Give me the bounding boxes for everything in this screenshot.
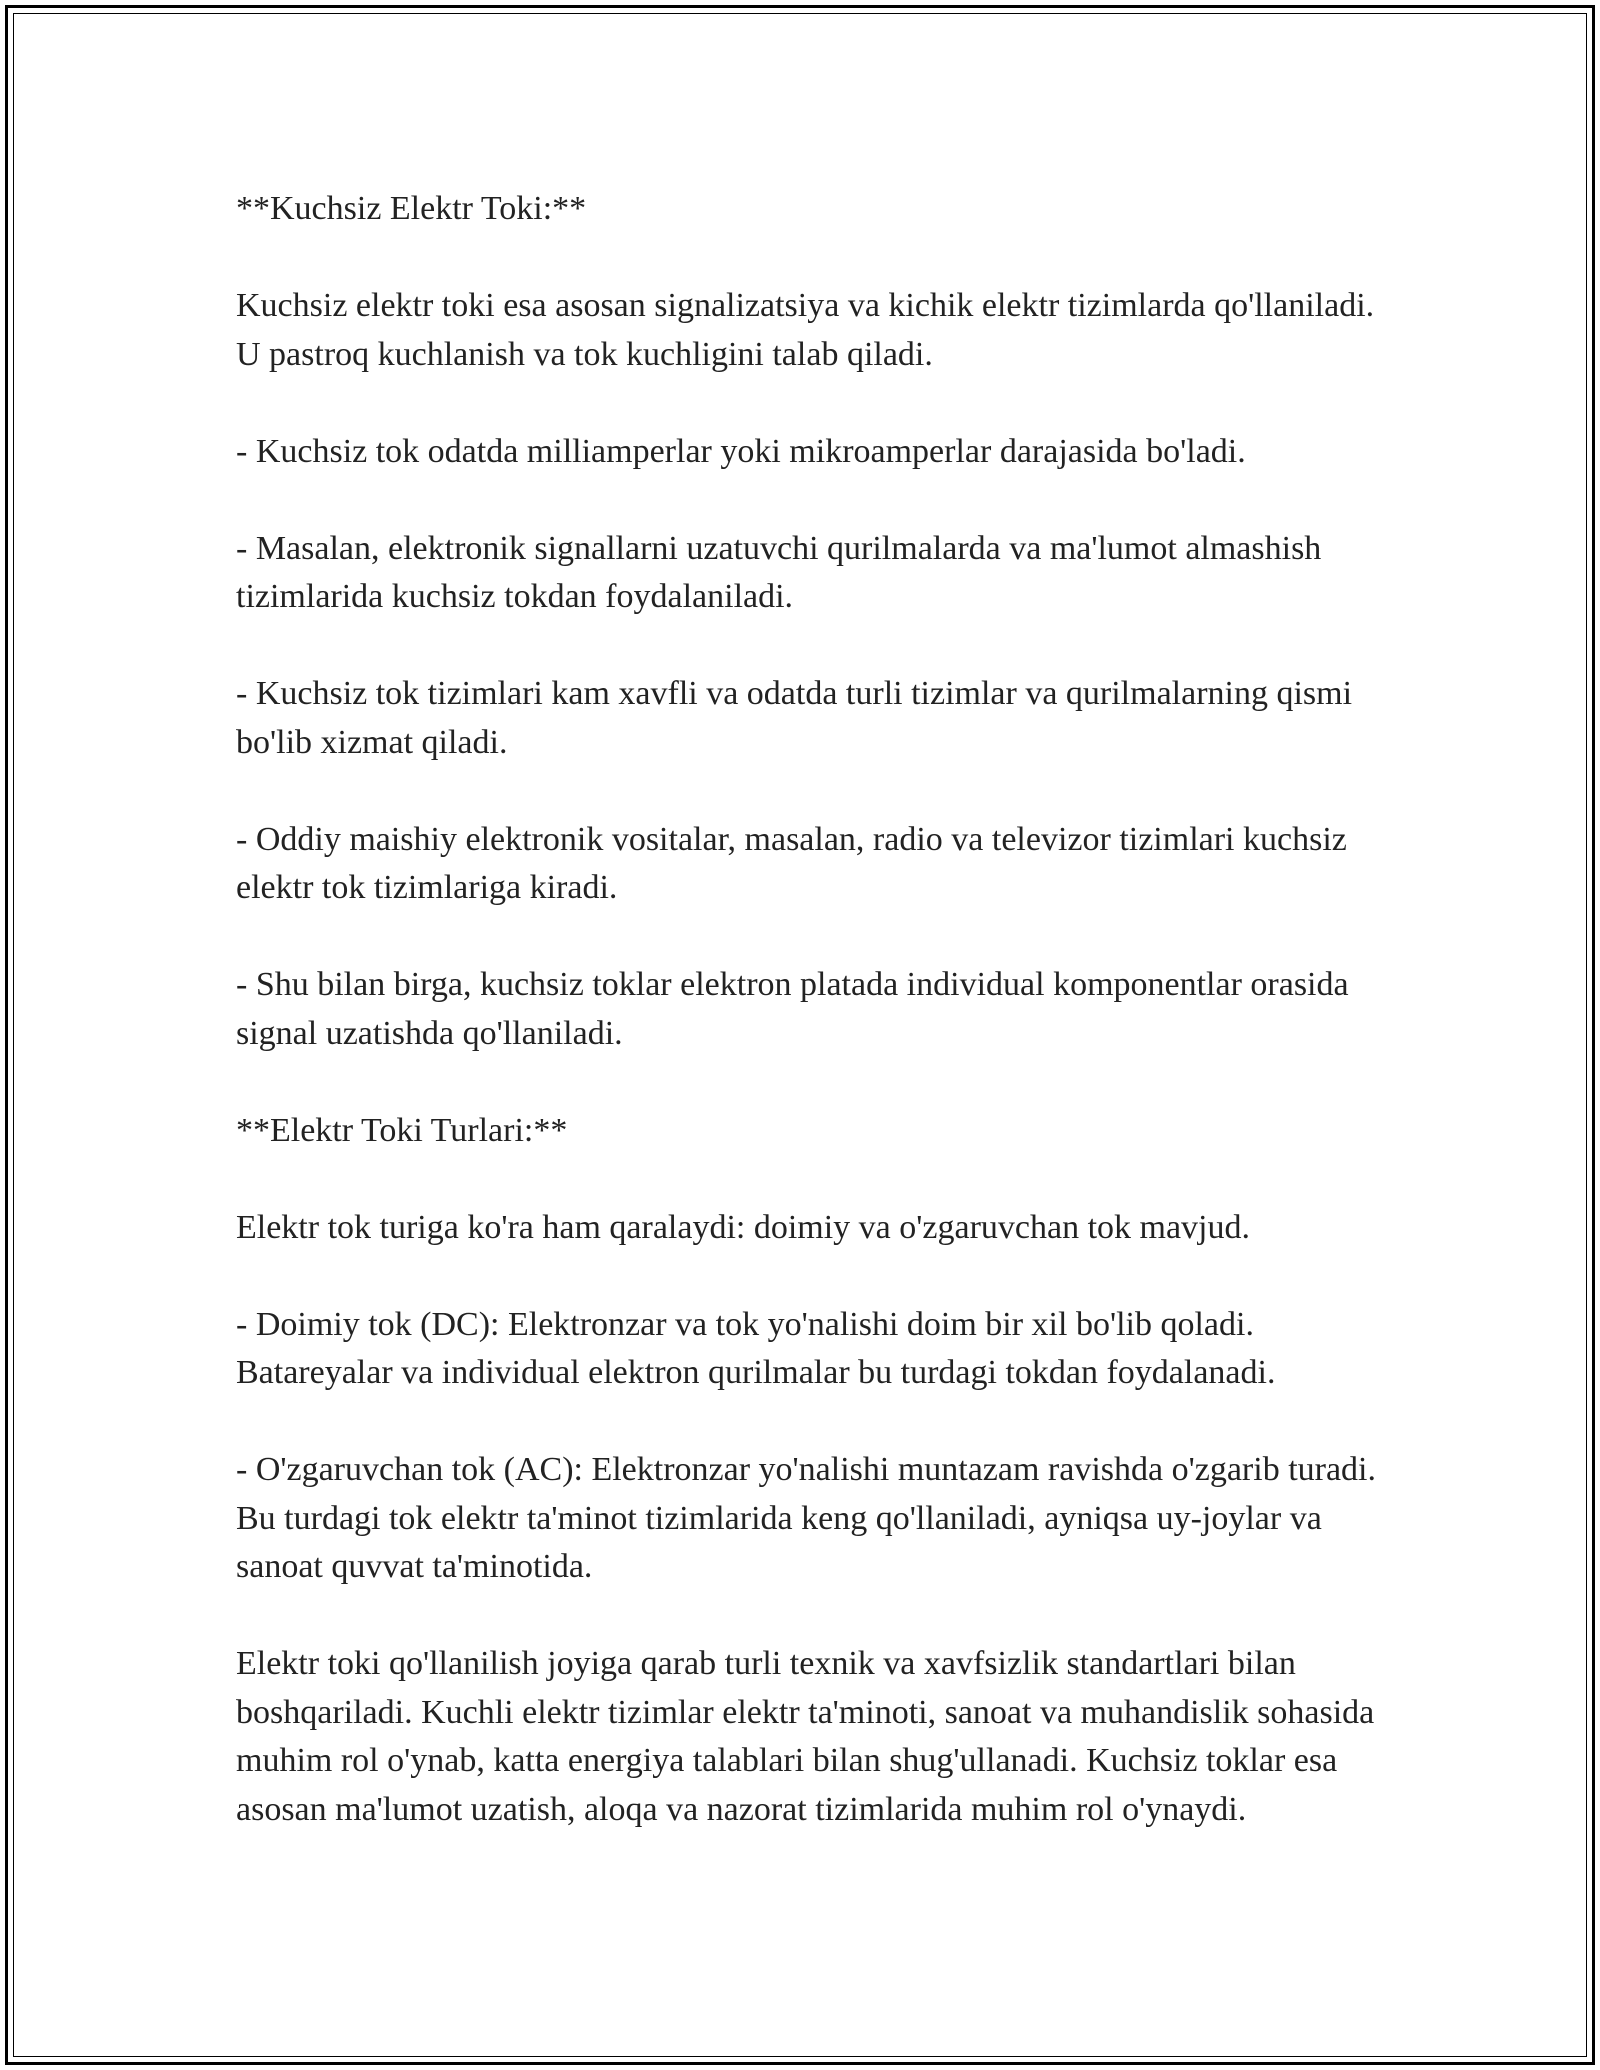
bullet-weak-current-circuit-boards: - Shu bilan birga, kuchsiz toklar elektron platada individual komponentlar orasida signal uzatishda qo'llaniladi. [236,966,1349,1052]
bullet-weak-current-signal-devices: - Masalan, elektronik signallarni uzatuvchi qurilmalarda va ma'lumot almashish tizimlarida kuchsiz tokdan foydalaniladi. [236,529,1322,615]
paragraph-weak-current-intro: Kuchsiz elektr toki esa asosan signalizatsiya va kichik elektr tizimlarda qo'llaniladi. U pastroq kuchlanish va tok kuchligini talab qiladi. [236,287,1375,373]
section-heading-current-types: **Elektr Toki Turlari:** [236,1111,568,1149]
bullet-weak-current-low-risk: - Kuchsiz tok tizimlari kam xavfli va odatda turli tizimlar va qurilmalarning qismi bo'lib xizmat qiladi. [236,675,1353,761]
bullet-weak-current-magnitude: - Kuchsiz tok odatda milliamperlar yoki mikroamperlar darajasida bo'ladi. [236,432,1246,470]
document-body [236,185,1376,1834]
bullet-weak-current-household: - Oddiy maishiy elektronik vositalar, masalan, radio va televizor tizimlari kuchsiz elektr tok tizimlariga kiradi. [236,820,1347,906]
paragraph-conclusion: Elektr toki qo'llanilish joyiga qarab turli texnik va xavfsizlik standartlari bilan boshqariladi. Kuchli elektr tizimlar elektr ta'minoti, sanoat va muhandislik sohasida muhim rol o'ynab, katta energiya talablari bilan shug'ullanadi. Kuchsiz toklar esa asosan ma'lumot uzatish, aloqa va nazorat tizimlarida muhim rol o'ynaydi. [236,1645,1375,1828]
paragraph-current-types-intro: Elektr tok turiga ko'ra ham qaralaydi: doimiy va o'zgaruvchan tok mavjud. [236,1208,1251,1246]
section-heading-weak-current: **Kuchsiz Elektr Toki:** [236,190,587,227]
bullet-alternating-current: - O'zgaruvchan tok (AC): Elektronzar yo'nalishi muntazam ravishda o'zgarib turadi. Bu turdagi tok elektr ta'minot tizimlarida keng qo'llaniladi, ayniqsa uy-joylar va sanoat quvvat ta'minotida. [236,1451,1376,1585]
bullet-direct-current: - Doimiy tok (DC): Elektronzar va tok yo'nalishi doim bir xil bo'lib qoladi. Batareyalar va individual elektron qurilmalar bu turdagi tokdan foydalanadi. [236,1305,1276,1391]
